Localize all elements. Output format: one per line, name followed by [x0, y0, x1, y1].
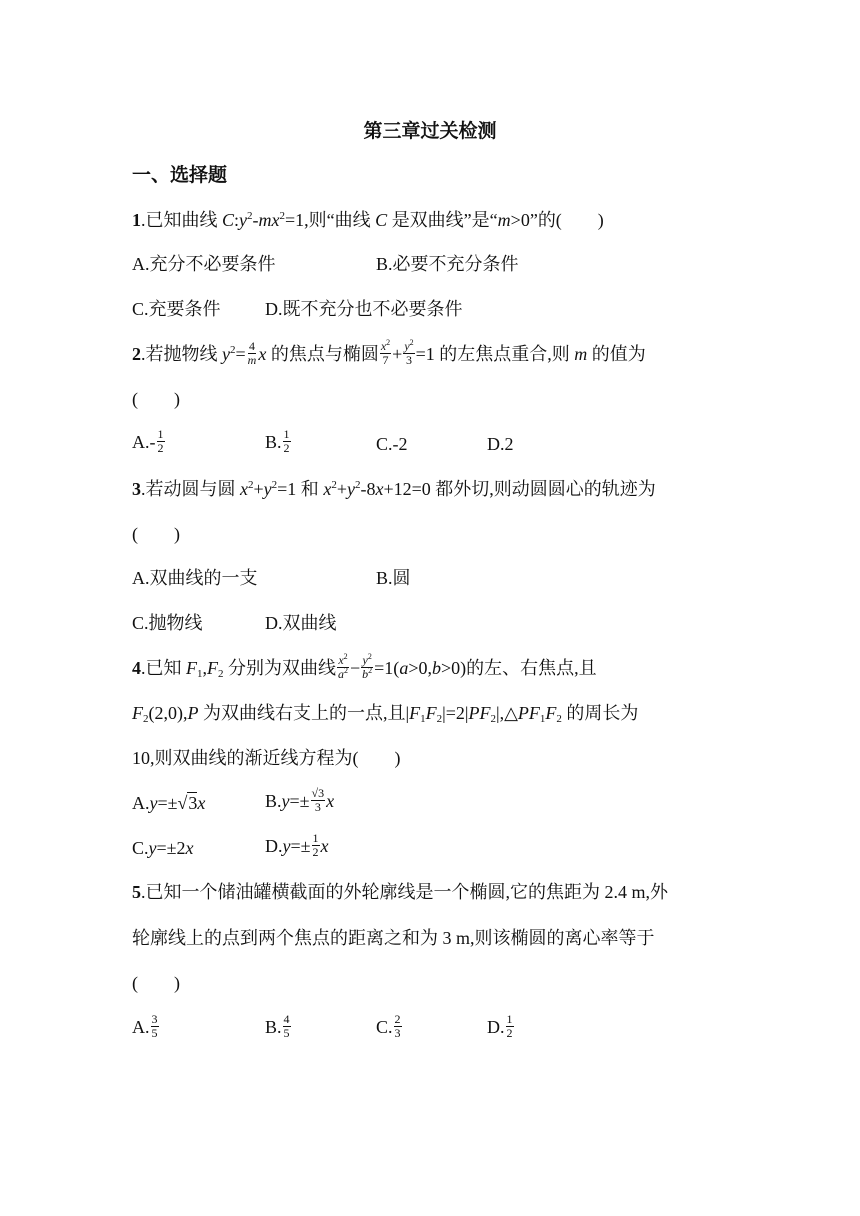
q5-paren: ( )	[132, 973, 180, 993]
q5-option-c: C. $\frac{2}{3}$	[376, 1012, 401, 1041]
question-1-stem: 1.已知曲线 $C:y^2-mx^2=1$,则“曲线 C 是双曲线”是“m>0”的( )	[132, 210, 604, 230]
q2-paren: ( )	[132, 389, 180, 409]
question-5-stem: 5.已知一个储油罐横截面的外轮廓线是一个椭圆,它的焦距为 2.4 m,外	[132, 882, 668, 902]
question-5-line-2: 轮廓线上的点到两个焦点的距离之和为 3 m,则该椭圆的离心率等于	[132, 928, 655, 948]
question-number: 1	[132, 210, 141, 230]
question-3-stem: 3.若动圆与圆 $x^2+y^2=1$ 和 $x^2+y^2-8x+12=0$ 都外切,则动圆圆心的轨迹为	[132, 479, 656, 499]
q1-option-c: C.充要条件	[132, 299, 221, 319]
q5-option-d: D. $\frac{1}{2}$	[487, 1012, 513, 1041]
q2-option-d: D.2	[487, 434, 514, 454]
q2-option-a: A.- $\frac{1}{2}$	[132, 427, 164, 456]
page-title: 第三章过关检测	[363, 121, 497, 142]
q4-option-c: C.y=±2x	[132, 838, 194, 858]
question-2-stem: 2.若抛物线 $y^2=$ $\frac{4}{m}$ x 的焦点与椭圆 $\frac{x^2}{7}$ + $\frac{y^2}{3}$ =1 的左焦点重合,则 m 的值为	[132, 338, 646, 368]
q5-option-b: B. $\frac{4}{5}$	[265, 1012, 290, 1041]
q1-option-a: A.充分不必要条件	[132, 254, 276, 274]
q4-option-b: B.y=± $\frac{√3}{3}$ x	[265, 786, 335, 815]
q3-option-a: A.双曲线的一支	[132, 568, 258, 588]
question-number: 2	[132, 344, 141, 364]
question-number: 3	[132, 479, 141, 499]
q4-option-a: A.y=±√3x	[132, 793, 206, 813]
q3-option-b: B.圆	[376, 568, 411, 588]
question-4-stem: 4.已知 $F_1,F_2$ 分别为双曲线 $\frac{x^2}{a^2}$ − $\frac{y^2}{b^2}$ =1(a>0,b>0)的左、右焦点,且	[132, 652, 597, 682]
q5-option-a: A. $\frac{3}{5}$	[132, 1012, 158, 1041]
q2-option-c: C.-2	[376, 434, 408, 454]
q3-option-c: C.抛物线	[132, 613, 203, 633]
question-4-line-3: 10,则双曲线的渐近线方程为( )	[132, 748, 401, 768]
fraction: $\frac{4}{m}$	[247, 339, 257, 368]
q3-option-d: D.双曲线	[265, 613, 337, 633]
question-number: 5	[132, 882, 141, 902]
section-heading: 一、选择题	[132, 165, 228, 186]
question-4-line-2: $F_2(2,0),P$ 为双曲线右支上的一点,且$|F_1F_2|=2|PF_2|,\triangle PF_1F_2$ 的周长为	[132, 703, 639, 725]
q1-option-d: D.既不充分也不必要条件	[265, 299, 463, 319]
fraction: $\frac{y^2}{3}$	[404, 338, 414, 368]
q1-option-b: B.必要不充分条件	[376, 254, 519, 274]
q4-option-d: D.y=± $\frac{1}{2}$ x	[265, 831, 329, 860]
q3-paren: ( )	[132, 524, 180, 544]
q2-option-b: B. $\frac{1}{2}$	[265, 427, 290, 456]
fraction: $\frac{x^2}{7}$	[380, 338, 391, 368]
question-number: 4	[132, 658, 141, 678]
